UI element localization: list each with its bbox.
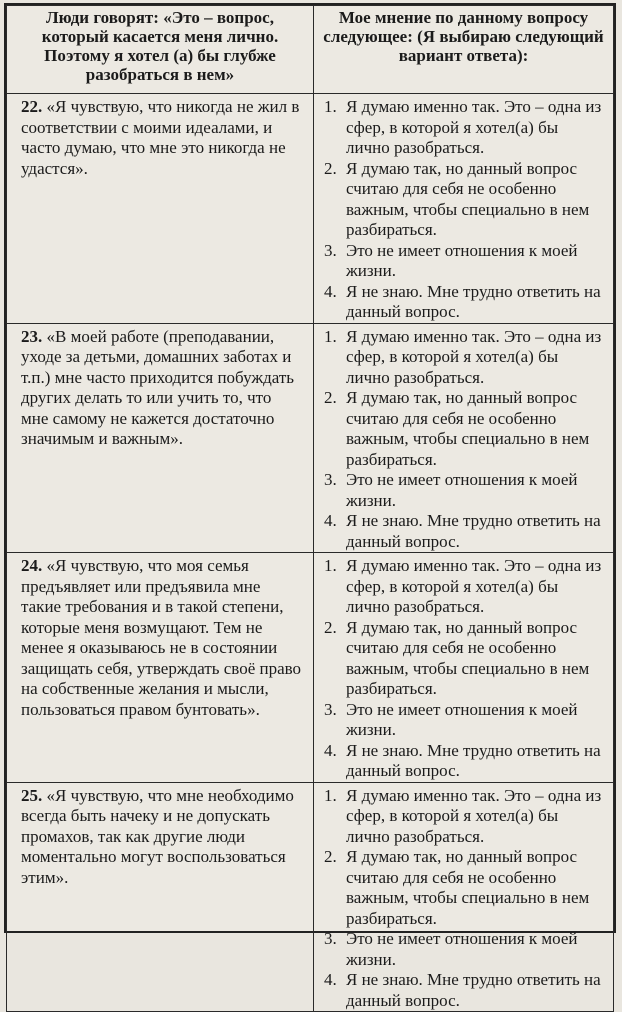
statement-cell: [7, 553, 314, 783]
option-number: 2.: [324, 847, 337, 866]
option-text: Я думаю именно так. Это – одна из сфер, в которой я хотел(а) бы лично разобраться.: [346, 326, 602, 387]
question-text: «В моей работе (преподавании, уходе за детьми, домашних заботах и т.п.) мне часто приходится побуждать других делать то или учить то, что мне самому не кажется достаточно значимым и важным».: [21, 326, 295, 448]
option-number: 4.: [324, 281, 337, 301]
option-text: Я не знаю. Мне трудно ответить на данный вопрос.: [346, 740, 601, 780]
option-text: Это не имеет отношения к моей жизни.: [346, 699, 578, 739]
question-number: 23.: [21, 326, 43, 346]
option-number: 4.: [324, 970, 337, 989]
answer-cell: [314, 94, 614, 324]
answer-option[interactable]: [324, 929, 605, 970]
option-text: Я думаю именно так. Это – одна из сфер, в которой я хотел(а) бы лично разобраться.: [346, 785, 602, 846]
answer-option[interactable]: [324, 847, 605, 929]
answer-cell: [314, 323, 614, 553]
statement-cell: [7, 782, 314, 1012]
option-text: Я не знаю. Мне трудно ответить на данный вопрос.: [346, 970, 601, 1010]
option-text: Я думаю так, но данный вопрос считаю для себя не особенно важным, чтобы специально в нем разбираться.: [346, 617, 590, 698]
option-number: 1.: [324, 326, 337, 346]
option-text: Это не имеет отношения к моей жизни.: [346, 240, 578, 280]
table-row: [7, 782, 614, 1012]
option-text: Это не имеет отношения к моей жизни.: [346, 470, 578, 510]
answer-option[interactable]: [324, 511, 605, 552]
answer-option[interactable]: [324, 556, 605, 618]
option-text: Я думаю именно так. Это – одна из сфер, в которой я хотел(а) бы лично разобраться.: [346, 556, 602, 616]
questionnaire-table: [6, 5, 614, 1012]
header-row: [7, 6, 614, 94]
option-text: Я не знаю. Мне трудно ответить на данный вопрос.: [346, 511, 601, 551]
table-row: [7, 323, 614, 553]
answer-option[interactable]: [324, 741, 605, 782]
answer-option[interactable]: [324, 786, 605, 848]
option-number: 3.: [324, 929, 337, 948]
question-text: «Я чувствую, что мне необходимо всегда быть начеку и не допускать промахов, так как другие люди моментально могут воспользоваться этим».: [21, 785, 294, 887]
answer-option[interactable]: [324, 241, 605, 282]
statement-cell: [7, 94, 314, 324]
option-number: 2.: [324, 617, 337, 637]
answer-option[interactable]: [324, 388, 605, 470]
answer-cell: [314, 782, 614, 1012]
option-text: Это не имеет отношения к моей жизни.: [346, 929, 578, 969]
answer-options: [324, 327, 605, 553]
option-number: 3.: [324, 240, 337, 260]
answer-option[interactable]: [324, 327, 605, 389]
answer-options: [324, 556, 605, 782]
answer-option[interactable]: [324, 159, 605, 241]
question-number: 22.: [21, 97, 43, 116]
questionnaire-page: [4, 3, 616, 1010]
option-text: Я не знаю. Мне трудно ответить на данный вопрос.: [346, 281, 601, 321]
answer-options: [324, 786, 605, 1012]
option-number: 1.: [324, 556, 337, 575]
answer-option[interactable]: [324, 470, 605, 511]
answer-option[interactable]: [324, 700, 605, 741]
answer-option[interactable]: [324, 618, 605, 700]
option-text: Я думаю так, но данный вопрос считаю для себя не особенно важным, чтобы специально в нем разбираться.: [346, 388, 590, 469]
answer-option[interactable]: [324, 97, 605, 159]
question-number: 24.: [21, 556, 43, 575]
option-number: 3.: [324, 470, 337, 489]
option-text: Я думаю именно так. Это – одна из сфер, в которой я хотел(а) бы лично разобраться.: [346, 97, 602, 157]
option-text: Я думаю так, но данный вопрос считаю для себя не особенно важным, чтобы специально в нем разбираться.: [346, 158, 590, 239]
table-row: [7, 553, 614, 783]
option-number: 2.: [324, 388, 337, 407]
option-number: 1.: [324, 97, 337, 116]
answer-cell: [314, 553, 614, 783]
statement-cell: [7, 323, 314, 553]
question-number: 25.: [21, 785, 43, 805]
option-number: 4.: [324, 740, 337, 760]
question-text: «Я чувствую, что моя семья предъявляет или предъявила мне такие требования и в такой степени, которые меня возмущают. Тем не менее я оказываюсь не в состоянии защищать себя, утверждать своё право на собственные желания и мысли, пользоваться правом бунтовать».: [21, 556, 302, 719]
answer-options: [324, 97, 605, 323]
answer-option[interactable]: [324, 282, 605, 323]
answer-option[interactable]: [324, 970, 605, 1011]
question-text: «Я чувствую, что никогда не жил в соответствии с моими идеалами, и часто думаю, что мне это никогда не удастся».: [21, 97, 300, 178]
option-number: 3.: [324, 699, 337, 719]
header-opinion: Мое мнение по данному вопросу следующее: (Я выбираю следующий вариант ответа):: [314, 6, 614, 94]
option-number: 1.: [324, 785, 337, 805]
table-row: [7, 94, 614, 324]
header-statement: Люди говорят: «Это – вопрос, который касается меня лично. Поэтому я хотел (а) бы глубже разобраться в нем»: [7, 6, 314, 94]
option-text: Я думаю так, но данный вопрос считаю для себя не особенно важным, чтобы специально в нем разбираться.: [346, 847, 590, 928]
option-number: 4.: [324, 511, 337, 530]
option-number: 2.: [324, 158, 337, 178]
